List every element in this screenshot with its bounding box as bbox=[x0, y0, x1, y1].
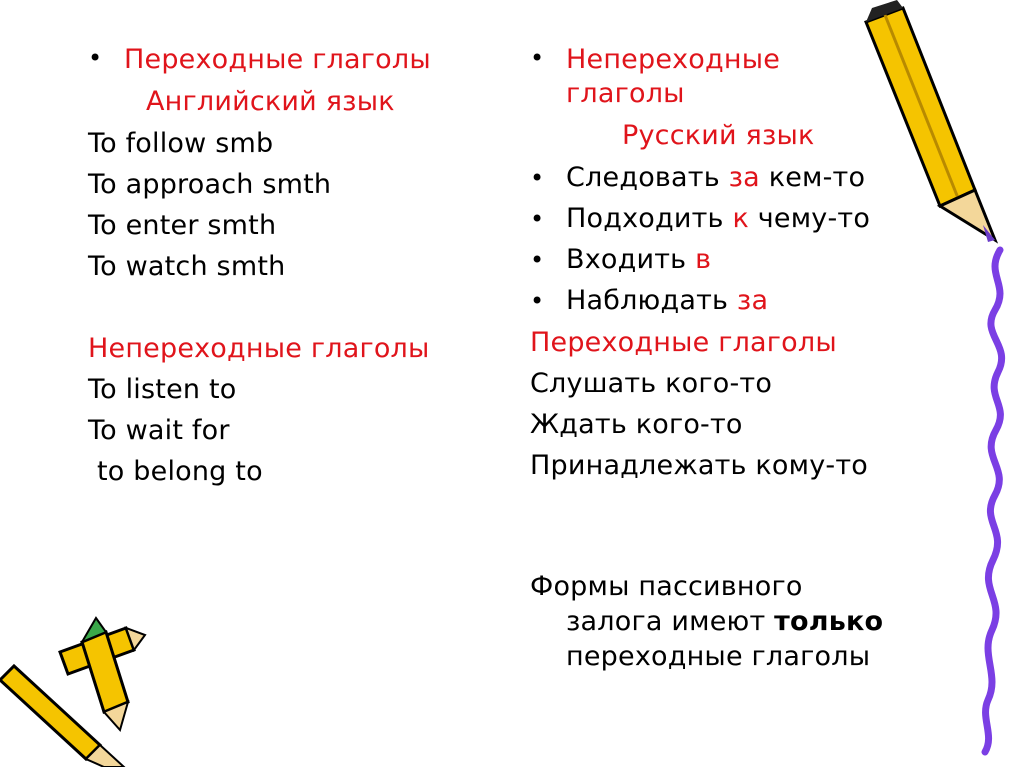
right-heading-line1: Непереходные bbox=[566, 44, 781, 75]
note-line2: залога имеют только bbox=[566, 606, 884, 637]
right-item: Подходить к чему-то bbox=[566, 203, 871, 234]
right-item: Входить в bbox=[566, 244, 712, 275]
left-intransitive-item: To wait for bbox=[88, 415, 230, 446]
left-subheading: Английский язык bbox=[146, 86, 395, 117]
bullet-icon: • bbox=[530, 205, 545, 233]
left-intransitive-item: To listen to bbox=[88, 374, 237, 405]
squiggle-icon bbox=[985, 250, 1002, 752]
right-transitive-item: Слушать кого-то bbox=[530, 368, 773, 399]
note-line3: переходные глаголы bbox=[566, 641, 871, 672]
right-transitive-heading: Переходные глаголы bbox=[530, 327, 837, 358]
bullet-icon: • bbox=[88, 44, 103, 72]
bullet-icon: • bbox=[530, 164, 545, 192]
left-transitive-item: To watch smth bbox=[88, 251, 286, 282]
pencil-icon bbox=[866, 0, 995, 242]
right-item: Следовать за кем-то bbox=[566, 162, 866, 193]
left-transitive-item: To approach smth bbox=[88, 169, 332, 200]
right-item: Наблюдать за bbox=[566, 285, 769, 316]
bullet-icon: • bbox=[530, 246, 545, 274]
left-heading: Переходные глаголы bbox=[124, 44, 431, 75]
right-subheading: Русский язык bbox=[622, 120, 815, 151]
left-intransitive-heading: Непереходные глаголы bbox=[88, 333, 430, 364]
left-transitive-item: To follow smb bbox=[88, 128, 274, 159]
left-intransitive-item: to belong to bbox=[97, 456, 263, 487]
right-transitive-item: Принадлежать кому-то bbox=[530, 450, 868, 481]
right-transitive-item: Ждать кого-то bbox=[530, 409, 743, 440]
right-heading-line2: глаголы bbox=[566, 78, 685, 109]
left-transitive-item: To enter smth bbox=[88, 210, 277, 241]
bullet-icon: • bbox=[530, 287, 545, 315]
note-line1: Формы пассивного bbox=[530, 571, 803, 602]
bullet-icon: • bbox=[530, 44, 545, 72]
